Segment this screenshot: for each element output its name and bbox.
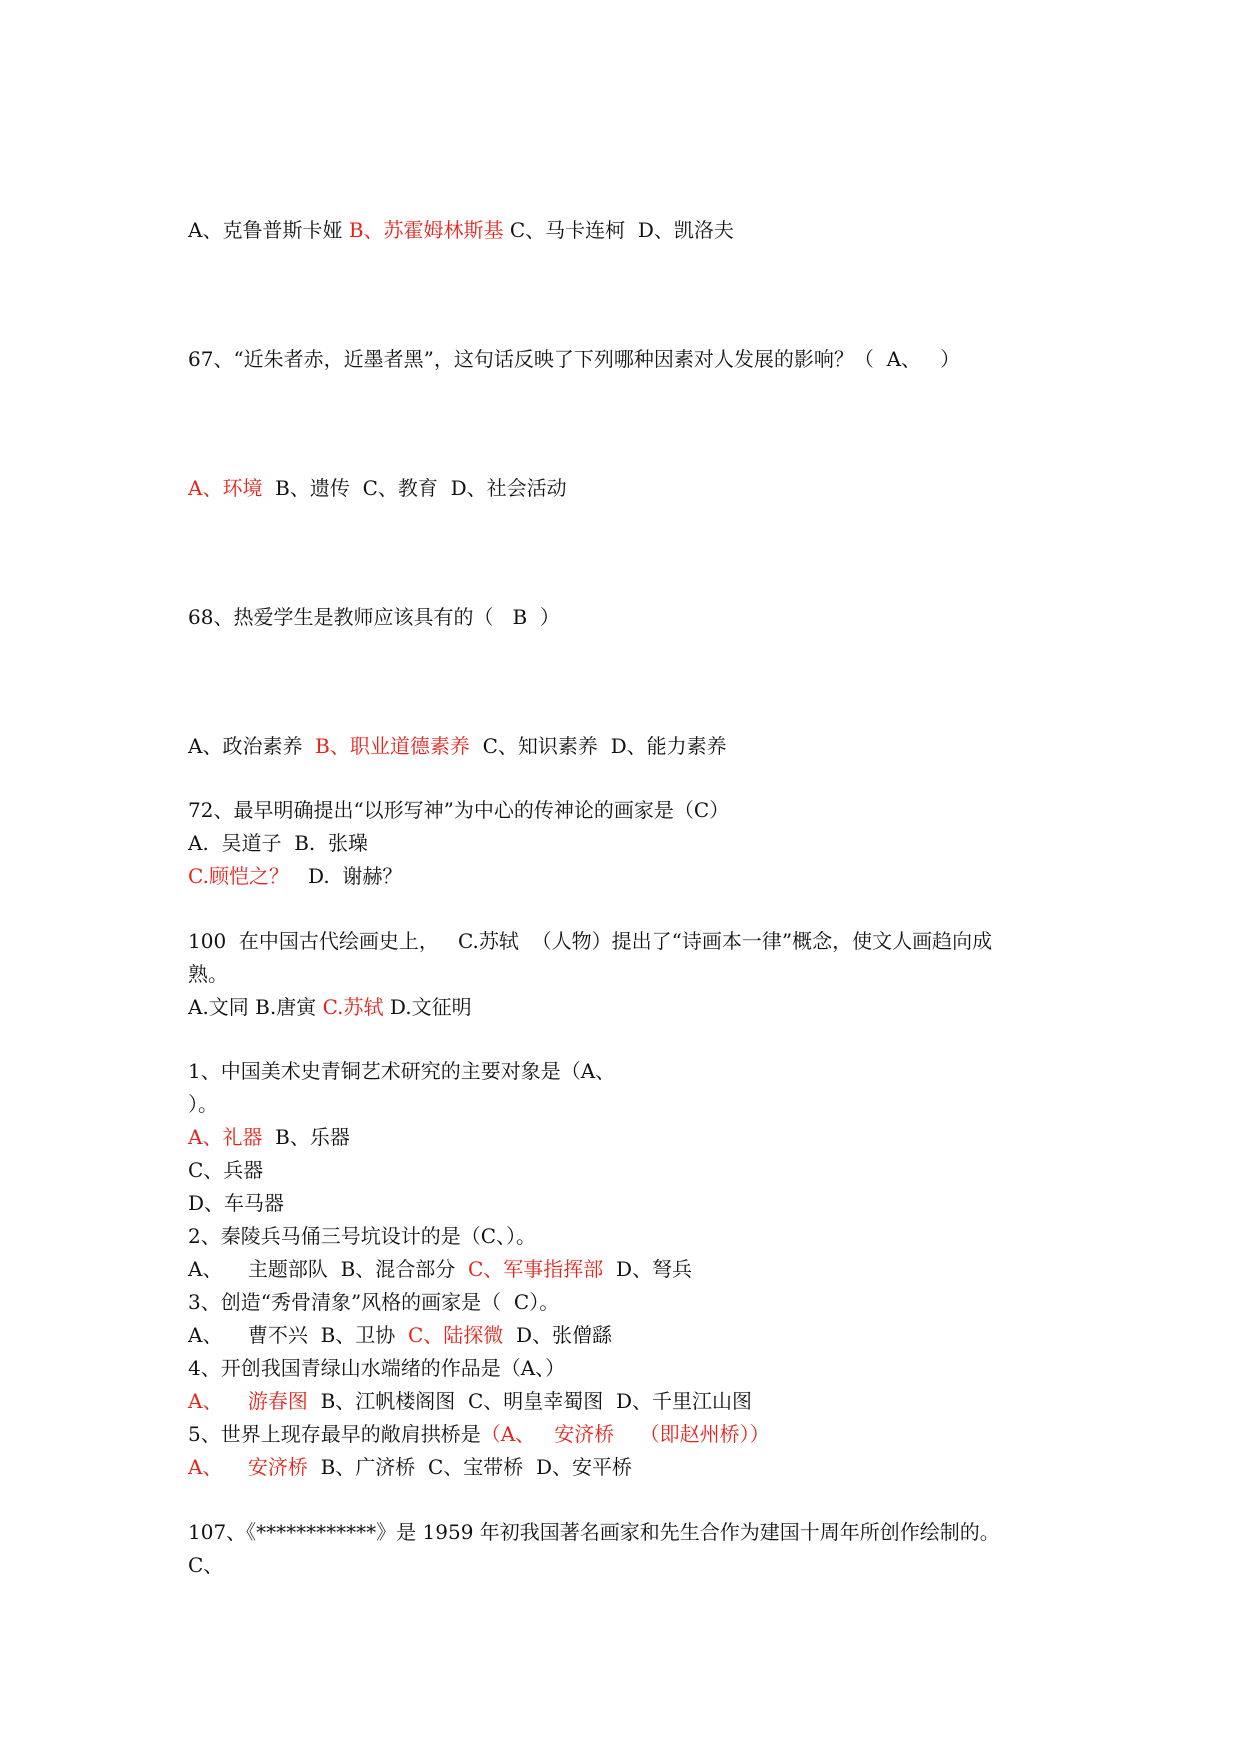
question-line [188, 1420, 770, 1448]
option-line [188, 1189, 284, 1217]
line-text: 3、创造“秀骨清象”风格的画家是（ C）。 [188, 1290, 560, 1314]
line-text: B、遗传 C、教育 D、社会活动 [262, 476, 567, 500]
option-line [188, 732, 727, 760]
option-line [188, 1156, 263, 1184]
option-line [188, 1387, 752, 1415]
question-line [188, 927, 992, 955]
line-text: A. 吴道子 B. 张璪 [188, 831, 368, 855]
question-line [188, 1222, 536, 1250]
option-line [188, 829, 368, 857]
line-text: 107、《************》是 1959 年初我国著名画家和先生合作为建国十周年所创作绘制的。 [188, 1520, 1000, 1544]
question-line [188, 1551, 223, 1579]
line-text: D、车马器 [188, 1191, 285, 1215]
line-text: 熟。 [188, 962, 228, 986]
line-text: 4、开创我国青绿山水端绪的作品是（A、） [188, 1356, 566, 1380]
line-text: 1、中国美术史青铜艺术研究的主要对象是（A、 [188, 1059, 616, 1083]
question-line [188, 796, 729, 824]
line-text: 2、秦陵兵马俑三号坑设计的是（C、）。 [188, 1224, 537, 1248]
question-line [188, 1518, 1000, 1546]
line-text: B、乐器 [262, 1125, 350, 1149]
option-line [188, 993, 472, 1021]
option-line [188, 1453, 632, 1481]
question-line [188, 1057, 615, 1085]
question-line [188, 1288, 559, 1316]
question-line [188, 1354, 565, 1382]
question-line [188, 960, 228, 988]
answer-text: C、军事指挥部 [468, 1257, 604, 1281]
line-text: B、江帆楼阁图 C、明皇幸蜀图 D、千里江山图 [307, 1389, 753, 1413]
line-text: D、弩兵 [603, 1257, 693, 1281]
option-line [188, 1123, 350, 1151]
answer-text: C、陆探微 [408, 1323, 504, 1347]
answer-text: C.苏轼 [322, 995, 384, 1019]
option-line [188, 474, 567, 502]
option-line [188, 1255, 692, 1283]
option-line [188, 1321, 612, 1349]
answer-text: B、苏霍姆林斯基 [348, 218, 504, 242]
line-text: A、 曹不兴 B、卫协 [188, 1323, 408, 1347]
line-text: A、 主题部队 B、混合部分 [188, 1257, 468, 1281]
line-text: C、知识素养 D、能力素养 [469, 734, 727, 758]
line-text: 5、世界上现存最早的敞肩拱桥是 [188, 1422, 481, 1446]
answer-text: （A、 安济桥 （即赵州桥）） [480, 1422, 770, 1446]
answer-text: C.顾恺之？ [188, 864, 289, 888]
line-text: A.文同 B.唐寅 [188, 995, 323, 1019]
option-line [188, 216, 734, 244]
line-text: B、广济桥 C、宝带桥 D、安平桥 [307, 1455, 633, 1479]
answer-text: A、礼器 [188, 1125, 263, 1149]
line-text: D.文征明 [383, 995, 472, 1019]
line-text: D、张僧繇 [503, 1323, 613, 1347]
answer-text: A、 游春图 [188, 1389, 308, 1413]
line-text: C、马卡连柯 D、凯洛夫 [503, 218, 734, 242]
question-line [188, 345, 960, 373]
answer-text: A、 安济桥 [188, 1455, 308, 1479]
line-text: ）。 [188, 1092, 218, 1116]
line-text: A、政治素养 [188, 734, 316, 758]
line-text: 100 在中国古代绘画史上， C.苏轼 （人物）提出了“诗画本一律”概念，使文人画趋向成 [188, 929, 993, 953]
answer-text: B、职业道德素养 [315, 734, 470, 758]
line-text: D. 谢赫？ [288, 864, 403, 888]
line-text: A、克鲁普斯卡娅 [188, 218, 349, 242]
line-text: C、兵器 [188, 1158, 264, 1182]
line-text: 67、“近朱者赤，近墨者黑”，这句话反映了下列哪种因素对人发展的影响？（ A、 ） [188, 347, 961, 371]
question-line [188, 603, 560, 631]
question-line [188, 1090, 218, 1118]
answer-text: A、环境 [188, 476, 263, 500]
line-text: 72、最早明确提出“以形写神”为中心的传神论的画家是（C） [188, 798, 730, 822]
line-text: C、 [188, 1553, 224, 1577]
option-line [188, 862, 402, 890]
line-text: 68、热爱学生是教师应该具有的（ B ） [188, 605, 560, 629]
